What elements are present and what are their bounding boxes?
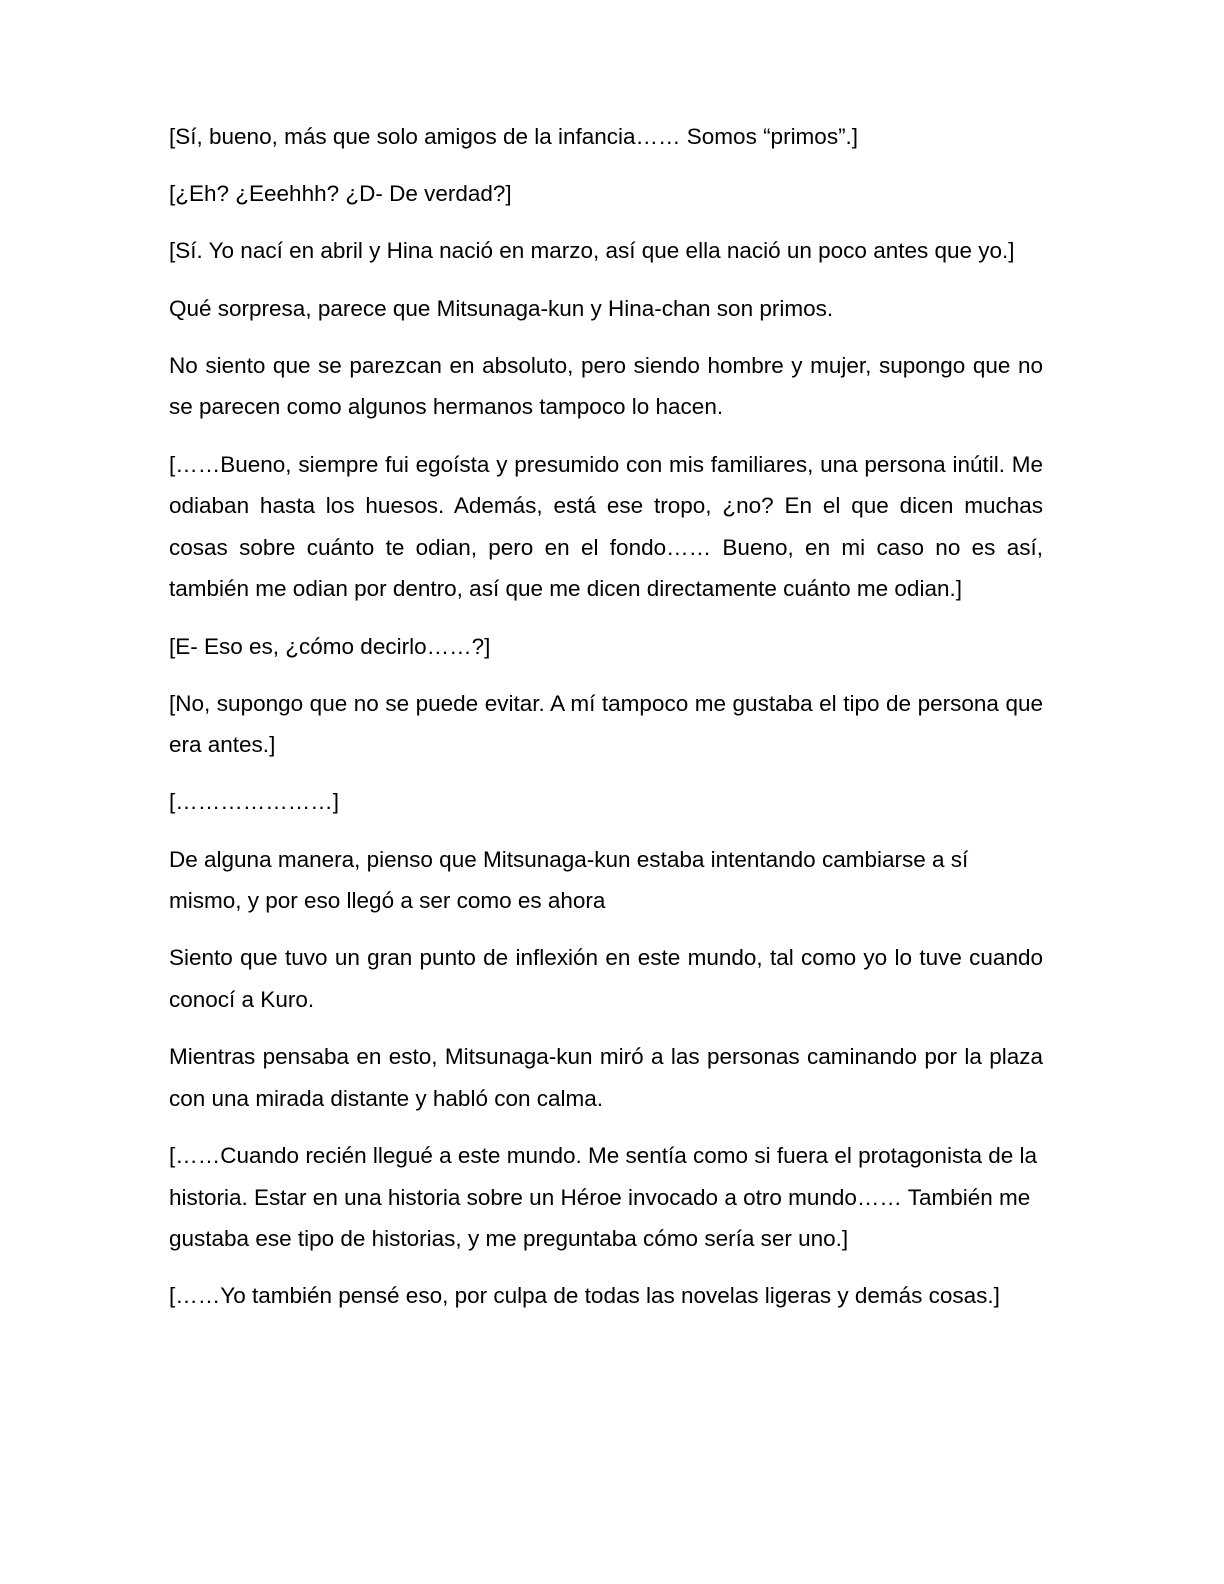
paragraph-10: De alguna manera, pienso que Mitsunaga-kun estaba intentando cambiarse a sí mismo, y por eso llegó a ser como es ahora [169, 846, 969, 914]
paragraph-11: Siento que tuvo un gran punto de inflexión en este mundo, tal como yo lo tuve cuando conocí a Kuro. [169, 945, 1043, 1013]
paragraph-1: [Sí, bueno, más que solo amigos de la infancia…… Somos “primos”.] [169, 124, 859, 149]
paragraph-7: [E- Eso es, ¿cómo decirlo……?] [169, 633, 491, 659]
paragraph-5: No siento que se parezcan en absoluto, pero siendo hombre y mujer, supongo que no se parecen como algunos hermanos tampoco lo hacen. [169, 352, 1043, 420]
paragraph-9: […………………] [169, 789, 340, 815]
paragraph-14: [……Yo también pensé eso, por culpa de todas las novelas ligeras y demás cosas.] [169, 1283, 1000, 1309]
paragraph-6: [……Bueno, siempre fui egoísta y presumido con mis familiares, una persona inútil. Me odiaban hasta los huesos. Además, está ese tropo, ¿no? En el que dicen muchas cosas sobre cuánto te odian, pero en el fondo…… Bueno, en mi caso no es así, también me odian por dentro, así que me dicen directamente cuánto me odian.] [169, 451, 1043, 602]
paragraph-2: [¿Eh? ¿Eeehhh? ¿D- De verdad?] [169, 181, 512, 207]
paragraph-3: [Sí. Yo nací en abril y Hina nació en marzo, así que ella nació un poco antes que yo.] [169, 238, 1015, 264]
document-body [169, 116, 1043, 1333]
paragraph-12: Mientras pensaba en esto, Mitsunaga-kun miró a las personas caminando por la plaza con una mirada distante y habló con calma. [169, 1044, 1043, 1111]
paragraph-4: Qué sorpresa, parece que Mitsunaga-kun y Hina-chan son primos. [169, 295, 834, 321]
paragraph-13: [……Cuando recién llegué a este mundo. Me sentía como si fuera el protagonista de la historia. Estar en una historia sobre un Héroe invocado a otro mundo…… También me gustaba ese tipo de historias, y me preguntaba cómo sería ser uno.] [169, 1143, 1037, 1252]
paragraph-8: [No, supongo que no se puede evitar. A mí tampoco me gustaba el tipo de persona que era antes.] [169, 690, 1043, 758]
